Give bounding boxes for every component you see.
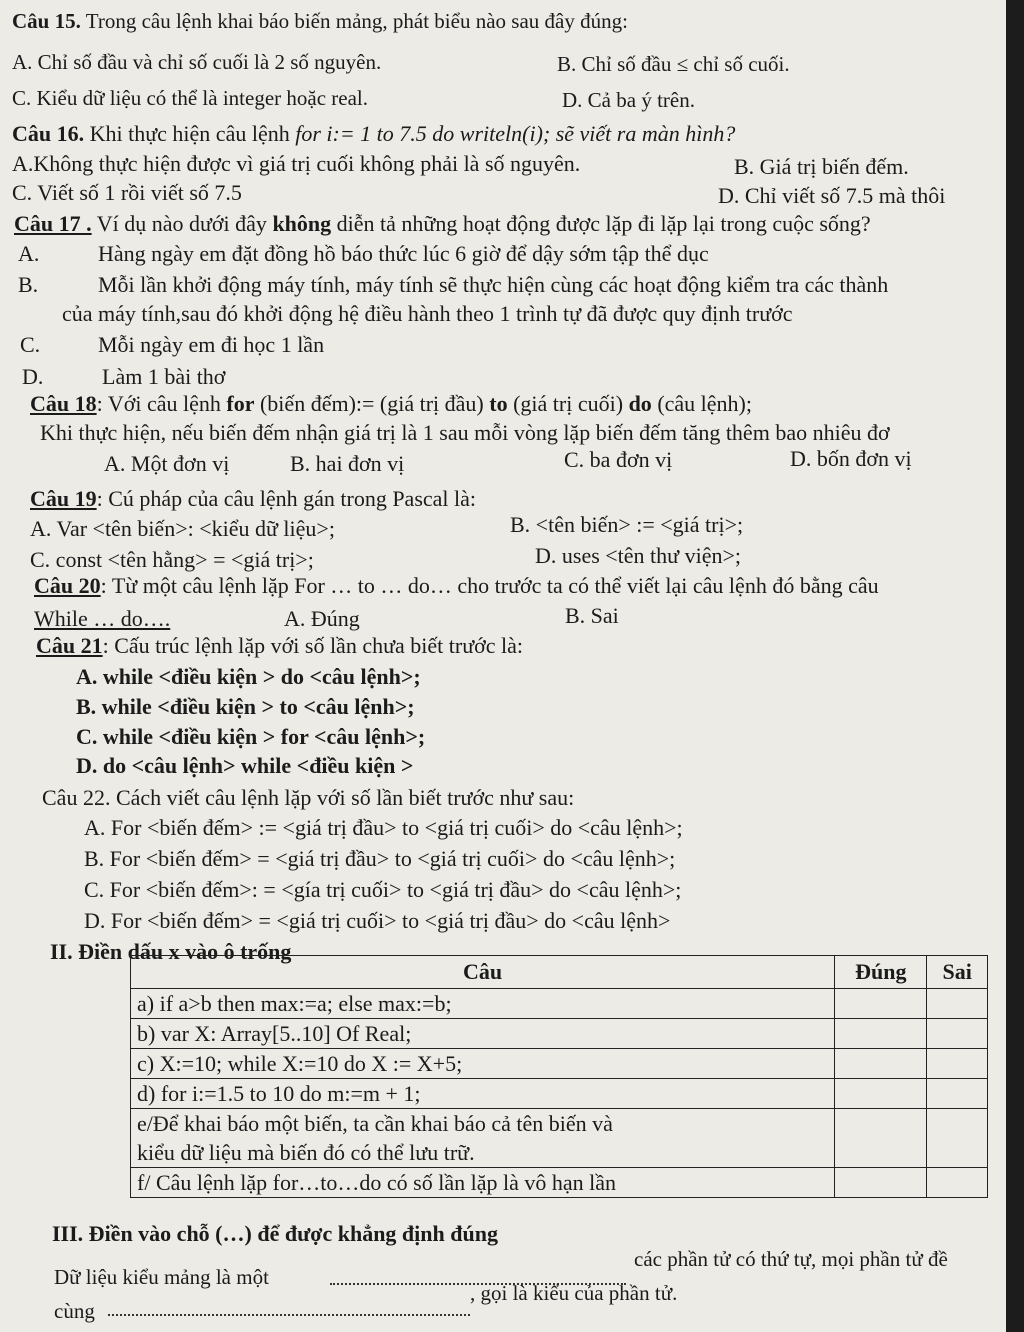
q20-title: Câu 20 bbox=[34, 573, 101, 598]
q18-title: Câu 18 bbox=[30, 391, 97, 416]
q18-option-b: B. hai đơn vị bbox=[290, 451, 405, 476]
q16-text: Khi thực hiện câu lệnh bbox=[84, 121, 296, 146]
fill-line-2-pre: cùng bbox=[54, 1299, 95, 1323]
header-sai: Sai bbox=[927, 956, 988, 989]
q18-for: for bbox=[226, 391, 255, 416]
q18-option-c: C. ba đơn vị bbox=[564, 447, 673, 472]
table-row bbox=[131, 1019, 988, 1049]
q16-question bbox=[12, 121, 735, 147]
table-row bbox=[131, 1049, 988, 1079]
q17-option-a-key: A. bbox=[18, 241, 40, 266]
q22-option-d: D. For <biến đếm> = <giá trị cuối> to <giá trị đầu> do <câu lệnh> bbox=[84, 908, 671, 933]
q21-option-a: A. while <điều kiện > do <câu lệnh>; bbox=[76, 664, 421, 689]
statement-e-line1: e/Để khai báo một biến, ta cần khai báo cả tên biến và bbox=[137, 1111, 613, 1136]
q17-text-bold: không bbox=[272, 211, 332, 236]
q20-text: : Từ một câu lệnh lặp For … to … do… cho trước ta có thể viết lại câu lệnh đó bằng câu bbox=[100, 573, 879, 598]
q22-option-c: C. For <biến đếm>: = <gía trị cuối> to <giá trị đầu> do <câu lệnh>; bbox=[84, 877, 682, 902]
q17-option-a: Hàng ngày em đặt đồng hồ báo thức lúc 6 giờ để dậy sớm tập thể dục bbox=[98, 241, 709, 266]
q17-option-b-key: B. bbox=[18, 272, 39, 297]
q21-option-c: C. while <điều kiện > for <câu lệnh>; bbox=[76, 724, 426, 749]
q19-question bbox=[30, 486, 476, 512]
statement-c: c) X:=10; while X:=10 do X := X+5; bbox=[131, 1049, 835, 1079]
q21-text: : Cấu trúc lệnh lặp với số lần chưa biết trước là: bbox=[102, 633, 524, 658]
q17-question bbox=[14, 211, 871, 237]
q15-question bbox=[12, 8, 628, 34]
q22-question: Câu 22. Cách viết câu lệnh lặp với số lần biết trước như sau: bbox=[42, 785, 575, 810]
q20-question-line2: While … do…. bbox=[34, 606, 171, 631]
section-3-title: III. Điền vào chỗ (…) để được khẳng định đúng bbox=[52, 1221, 498, 1246]
q16-option-c: C. Viết số 1 rồi viết số 7.5 bbox=[12, 180, 242, 205]
statement-e-line2: kiểu dữ liệu mà biến đó có thể lưu trữ. bbox=[137, 1140, 475, 1165]
statement-d: d) for i:=1.5 to 10 do m:=m + 1; bbox=[131, 1079, 835, 1109]
table-row bbox=[131, 1109, 988, 1168]
sai-checkbox-c[interactable] bbox=[927, 1049, 988, 1079]
true-false-table bbox=[130, 955, 988, 1198]
q16-option-b: B. Giá trị biến đếm. bbox=[734, 154, 909, 179]
q18-text-3: (giá trị cuối) bbox=[507, 391, 629, 416]
sai-checkbox-b[interactable] bbox=[927, 1019, 988, 1049]
fill-line-2-post: , gọi là kiểu của phần tử. bbox=[470, 1281, 678, 1305]
q20-option-a: A. Đúng bbox=[284, 606, 360, 631]
statement-f: f/ Câu lệnh lặp for…to…do có số lần lặp là vô hạn lần bbox=[131, 1168, 835, 1198]
q16-option-a: A.Không thực hiện được vì giá trị cuối không phải là số nguyên. bbox=[12, 151, 581, 176]
sai-checkbox-a[interactable] bbox=[927, 989, 988, 1019]
q15-option-c: C. Kiểu dữ liệu có thể là integer hoặc real. bbox=[12, 86, 368, 110]
q19-option-b: B. <tên biến> := <giá trị>; bbox=[510, 512, 744, 537]
sai-checkbox-f[interactable] bbox=[927, 1168, 988, 1198]
q15-option-a: A. Chỉ số đầu và chỉ số cuối là 2 số nguyên. bbox=[12, 50, 382, 74]
q15-text: Trong câu lệnh khai báo biến mảng, phát biểu nào sau đây đúng: bbox=[80, 9, 628, 33]
q22-option-b: B. For <biến đếm> = <giá trị đầu> to <giá trị cuối> do <câu lệnh>; bbox=[84, 846, 676, 871]
q16-title: Câu 16. bbox=[12, 121, 85, 146]
dung-checkbox-b[interactable] bbox=[835, 1019, 927, 1049]
q19-title: Câu 19 bbox=[30, 486, 97, 511]
dung-checkbox-a[interactable] bbox=[835, 989, 927, 1019]
statement-b: b) var X: Array[5..10] Of Real; bbox=[131, 1019, 835, 1049]
q21-option-b: B. while <điều kiện > to <câu lệnh>; bbox=[76, 694, 415, 719]
section-2-title: II. Điền dấu x vào ô trống bbox=[50, 939, 292, 964]
q17-option-b: Mỗi lần khởi động máy tính, máy tính sẽ thực hiện cùng các hoạt động kiểm tra các thành bbox=[98, 272, 889, 297]
q17-option-d: Làm 1 bài thơ bbox=[102, 364, 226, 389]
q17-option-b-cont: của máy tính,sau đó khởi động hệ điều hành theo 1 trình tự đã được quy định trước bbox=[62, 301, 793, 326]
q21-option-d: D. do <câu lệnh> while <điều kiện > bbox=[76, 753, 414, 778]
sai-checkbox-d[interactable] bbox=[927, 1079, 988, 1109]
sai-checkbox-e[interactable] bbox=[927, 1109, 988, 1168]
q19-option-a: A. Var <tên biến>: <kiểu dữ liệu>; bbox=[30, 516, 335, 541]
q20-question bbox=[34, 573, 879, 599]
table-row bbox=[131, 989, 988, 1019]
dung-checkbox-f[interactable] bbox=[835, 1168, 927, 1198]
table-row bbox=[131, 1079, 988, 1109]
q18-text-4: (câu lệnh); bbox=[651, 391, 752, 416]
fill-line-1-post: các phần tử có thứ tự, mọi phần tử đề bbox=[634, 1247, 948, 1271]
q17-title: Câu 17 . bbox=[14, 211, 92, 236]
q18-question bbox=[30, 391, 752, 417]
dung-checkbox-d[interactable] bbox=[835, 1079, 927, 1109]
q19-option-d: D. uses <tên thư viện>; bbox=[535, 543, 741, 568]
q18-option-d: D. bốn đơn vị bbox=[790, 446, 912, 471]
dung-checkbox-e[interactable] bbox=[835, 1109, 927, 1168]
table-row bbox=[131, 1168, 988, 1198]
statement-e bbox=[131, 1109, 835, 1168]
q17-option-c-key: C. bbox=[20, 332, 41, 357]
q16-code: for i:= 1 to 7.5 do writeln(i); sẽ viết ra màn hình? bbox=[295, 121, 736, 146]
header-dung: Đúng bbox=[835, 956, 927, 989]
q18-question-line2: Khi thực hiện, nếu biến đếm nhận giá trị là 1 sau mỗi vòng lặp biến đếm tăng thêm bao nhiêu đơ bbox=[40, 420, 890, 445]
q17-text-pre: Ví dụ nào dưới đây bbox=[91, 211, 273, 236]
dung-checkbox-c[interactable] bbox=[835, 1049, 927, 1079]
table-header-row bbox=[131, 956, 988, 989]
q22-option-a: A. For <biến đếm> := <giá trị đầu> to <giá trị cuối> do <câu lệnh>; bbox=[84, 815, 683, 840]
q18-option-a: A. Một đơn vị bbox=[104, 451, 230, 476]
q19-option-c: C. const <tên hằng> = <giá trị>; bbox=[30, 547, 314, 572]
header-cau: Câu bbox=[131, 956, 835, 989]
fill-blank-2[interactable] bbox=[108, 1314, 470, 1316]
q17-option-d-key: D. bbox=[22, 364, 44, 389]
q18-text-1: : Với câu lệnh bbox=[96, 391, 227, 416]
q15-title: Câu 15. bbox=[12, 9, 81, 33]
q21-question bbox=[36, 633, 523, 659]
q16-option-d: D. Chỉ viết số 7.5 mà thôi bbox=[718, 183, 946, 208]
fill-line-1-pre: Dữ liệu kiểu mảng là một bbox=[54, 1265, 269, 1289]
q19-text: : Cú pháp của câu lệnh gán trong Pascal là: bbox=[96, 486, 477, 511]
statement-a: a) if a>b then max:=a; else max:=b; bbox=[131, 989, 835, 1019]
q18-to: to bbox=[489, 391, 508, 416]
q15-option-b: B. Chỉ số đầu ≤ chỉ số cuối. bbox=[557, 52, 790, 76]
q18-text-2: (biến đếm):= (giá trị đầu) bbox=[254, 391, 490, 416]
q21-title: Câu 21 bbox=[36, 633, 103, 658]
q20-option-b: B. Sai bbox=[565, 603, 619, 628]
q18-do: do bbox=[628, 391, 652, 416]
q17-option-c: Mỗi ngày em đi học 1 lần bbox=[98, 332, 325, 357]
q17-text-post: diễn tả những hoạt động được lặp đi lặp lại trong cuộc sống? bbox=[331, 211, 871, 236]
q15-option-d: D. Cả ba ý trên. bbox=[562, 88, 695, 112]
